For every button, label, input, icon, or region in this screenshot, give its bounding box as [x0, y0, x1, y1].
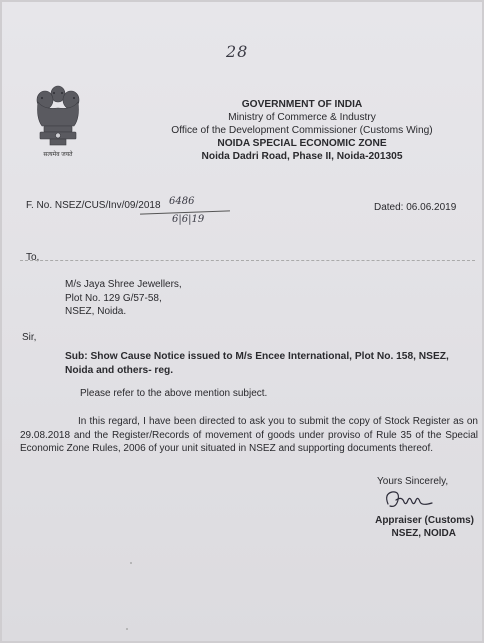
divider	[20, 260, 475, 261]
paragraph-2: In this regard, I have been directed to ask you to submit the copy of Stock Register as on 29.08.2018 and the Register/Records of movement of goods under proviso of Rule 35 of the Special Economic Zone Rules, 2006 of your unit situated in NSEZ and supporting documents thereof.	[20, 416, 478, 454]
address-line-2: Plot No. 129 G/57-58,	[65, 292, 162, 304]
file-number: F. No. NSEZ/CUS/Inv/09/2018	[26, 200, 161, 211]
handwritten-date: 6|6|19	[172, 214, 205, 225]
header-government: GOVERNMENT OF INDIA	[241, 99, 363, 110]
subject-line: Sub: Show Cause Notice issued to M/s Encee International, Plot No. 158, NSEZ, Noida and others- reg.	[65, 351, 449, 376]
header-office: Office of the Development Commissioner (Customs Wing)	[171, 125, 433, 136]
signatory-title: Appraiser (Customs)	[375, 515, 474, 526]
recipient-address	[65, 278, 182, 319]
closing: Yours Sincerely,	[377, 476, 449, 487]
header-zone: NOIDA SPECIAL ECONOMIC ZONE	[217, 138, 387, 149]
salutation: Sir,	[22, 332, 37, 343]
header-ministry: Ministry of Commerce & Industry	[228, 112, 376, 123]
paragraph-1: Please refer to the above mention subject.	[80, 388, 268, 399]
letter-page	[2, 2, 482, 641]
letter-date: Dated: 06.06.2019	[374, 202, 457, 213]
signatory-office: NSEZ, NOIDA	[391, 528, 456, 539]
handwritten-number: 6486	[169, 196, 195, 207]
page-number: 28	[226, 42, 249, 61]
address-line-3: NSEZ, Noida.	[65, 306, 127, 317]
paper-speck	[126, 628, 128, 630]
letterhead	[152, 98, 452, 163]
to-label: To,	[26, 252, 40, 263]
signature-image	[380, 486, 440, 514]
signatory-block	[370, 514, 474, 540]
address-line-1: M/s Jaya Shree Jewellers,	[65, 279, 182, 290]
emblem-caption: सत्यमेव जयते	[43, 152, 73, 158]
paper-speck	[130, 562, 132, 564]
header-address: Noida Dadri Road, Phase II, Noida-201305	[201, 151, 403, 162]
